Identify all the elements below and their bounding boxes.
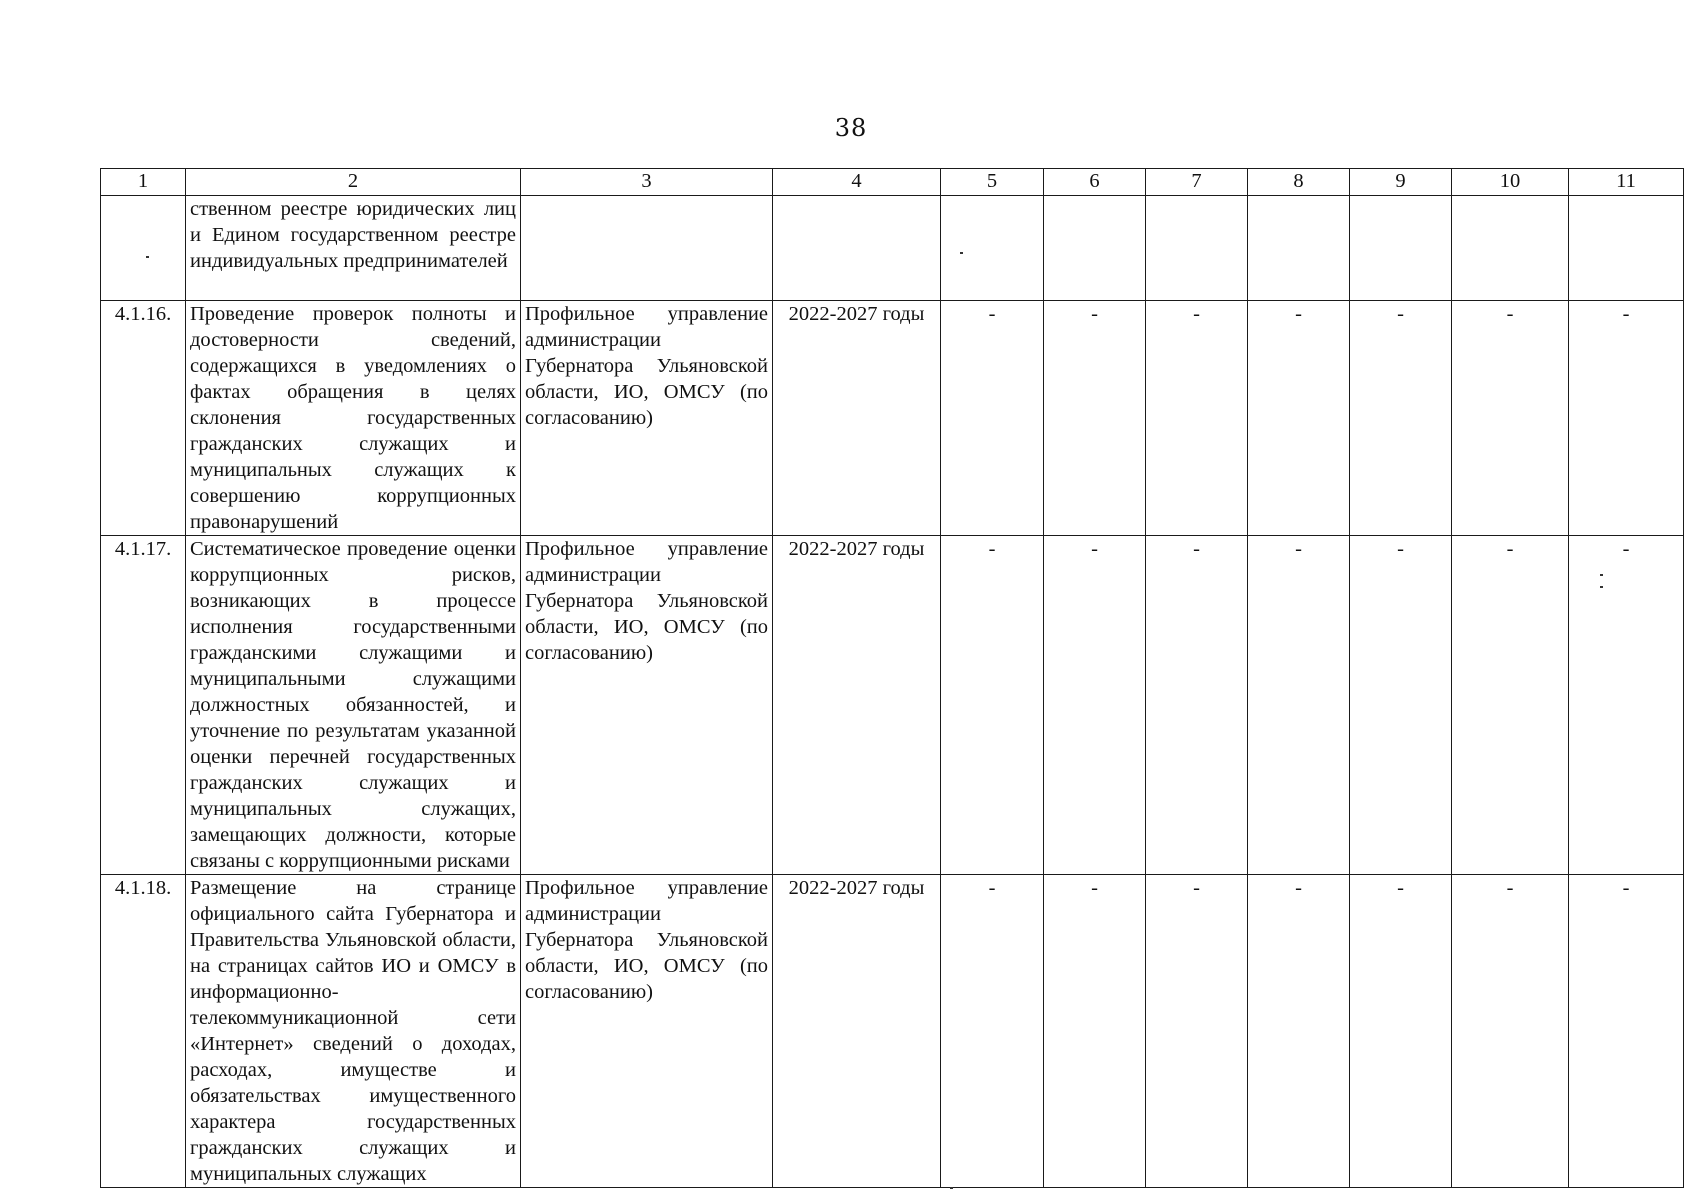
column-header-6: 6 <box>1044 169 1146 196</box>
value-cell <box>1569 196 1684 301</box>
value-cell <box>941 196 1044 301</box>
implementation-period <box>773 196 941 301</box>
measures-table <box>100 168 1684 1188</box>
column-header-3: 3 <box>521 169 773 196</box>
value-cell: - <box>1350 875 1452 1188</box>
value-cell <box>1248 196 1350 301</box>
row-number: 4.1.17. <box>101 536 186 875</box>
value-cell: - <box>941 536 1044 875</box>
table-row <box>101 301 1684 536</box>
table-row <box>101 196 1684 301</box>
value-cell: - <box>1452 301 1569 536</box>
value-cell <box>1044 196 1146 301</box>
value-cell: - <box>1146 875 1248 1188</box>
measure-description: Систематическое проведение оценки коррупционных рисков, возникающих в процессе исполнения государственными гражданскими служащими и муниципальными служащими должностных обязанностей, и уточнение по результатам указанной оценки перечней государственных гражданских служащих и муниципальных служащих, замещающих должности, которые связаны с коррупционными рисками <box>186 536 521 875</box>
value-cell <box>1452 196 1569 301</box>
value-cell: - <box>1248 301 1350 536</box>
value-cell: - <box>1146 536 1248 875</box>
header-row <box>101 169 1684 196</box>
responsible-executor: Профильное управление администрации Губернатора Ульяновской области, ИО, ОМСУ (по согласованию) <box>521 301 773 536</box>
table-row <box>101 875 1684 1188</box>
column-header-2: 2 <box>186 169 521 196</box>
scan-speck <box>960 252 963 254</box>
responsible-executor: Профильное управление администрации Губернатора Ульяновской области, ИО, ОМСУ (по согласованию) <box>521 536 773 875</box>
value-cell: - <box>1452 536 1569 875</box>
column-header-7: 7 <box>1146 169 1248 196</box>
column-header-4: 4 <box>773 169 941 196</box>
value-cell: - <box>1044 301 1146 536</box>
column-header-1: 1 <box>101 169 186 196</box>
measure-description: Проведение проверок полноты и достоверности сведений, содержащихся в уведомлениях о фактах обращения в целях склонения государственных гражданских служащих и муниципальных служащих к совершению коррупционных правонарушений <box>186 301 521 536</box>
value-cell: - <box>941 301 1044 536</box>
column-header-11: 11 <box>1569 169 1684 196</box>
value-cell: - <box>1452 875 1569 1188</box>
value-cell: - <box>1044 875 1146 1188</box>
value-cell: - <box>1146 301 1248 536</box>
column-header-9: 9 <box>1350 169 1452 196</box>
column-header-8: 8 <box>1248 169 1350 196</box>
row-number <box>101 196 186 301</box>
implementation-period: 2022-2027 годы <box>773 875 941 1188</box>
measure-description: ственном реестре юридических лиц и Едином государственном реестре индивидуальных предпринимателей <box>186 196 521 301</box>
value-cell: - <box>1248 875 1350 1188</box>
scan-speck <box>950 1187 953 1189</box>
value-cell: - <box>1248 536 1350 875</box>
value-cell: - <box>941 875 1044 1188</box>
row-number: 4.1.16. <box>101 301 186 536</box>
page-number: 38 <box>834 114 868 142</box>
table-row <box>101 536 1684 875</box>
scan-speck <box>1600 574 1603 576</box>
measure-description: Размещение на странице официального сайта Губернатора и Правительства Ульяновской области, на страницах сайтов ИО и ОМСУ в информационно-телекоммуникационной сети «Интернет» сведений о доходах, расходах, имуществе и обязательствах имущественного характера государственных гражданских служащих и муниципальных служащих <box>186 875 521 1188</box>
scan-speck <box>1600 586 1603 588</box>
value-cell: - <box>1350 301 1452 536</box>
value-cell: - <box>1350 536 1452 875</box>
value-cell: - <box>1569 875 1684 1188</box>
responsible-executor <box>521 196 773 301</box>
responsible-executor: Профильное управление администрации Губернатора Ульяновской области, ИО, ОМСУ (по согласованию) <box>521 875 773 1188</box>
implementation-period: 2022-2027 годы <box>773 536 941 875</box>
value-cell: - <box>1044 536 1146 875</box>
scan-speck <box>146 256 149 258</box>
column-header-10: 10 <box>1452 169 1569 196</box>
value-cell <box>1350 196 1452 301</box>
column-header-5: 5 <box>941 169 1044 196</box>
value-cell: - <box>1569 536 1684 875</box>
value-cell: - <box>1569 301 1684 536</box>
implementation-period: 2022-2027 годы <box>773 301 941 536</box>
row-number: 4.1.18. <box>101 875 186 1188</box>
value-cell <box>1146 196 1248 301</box>
